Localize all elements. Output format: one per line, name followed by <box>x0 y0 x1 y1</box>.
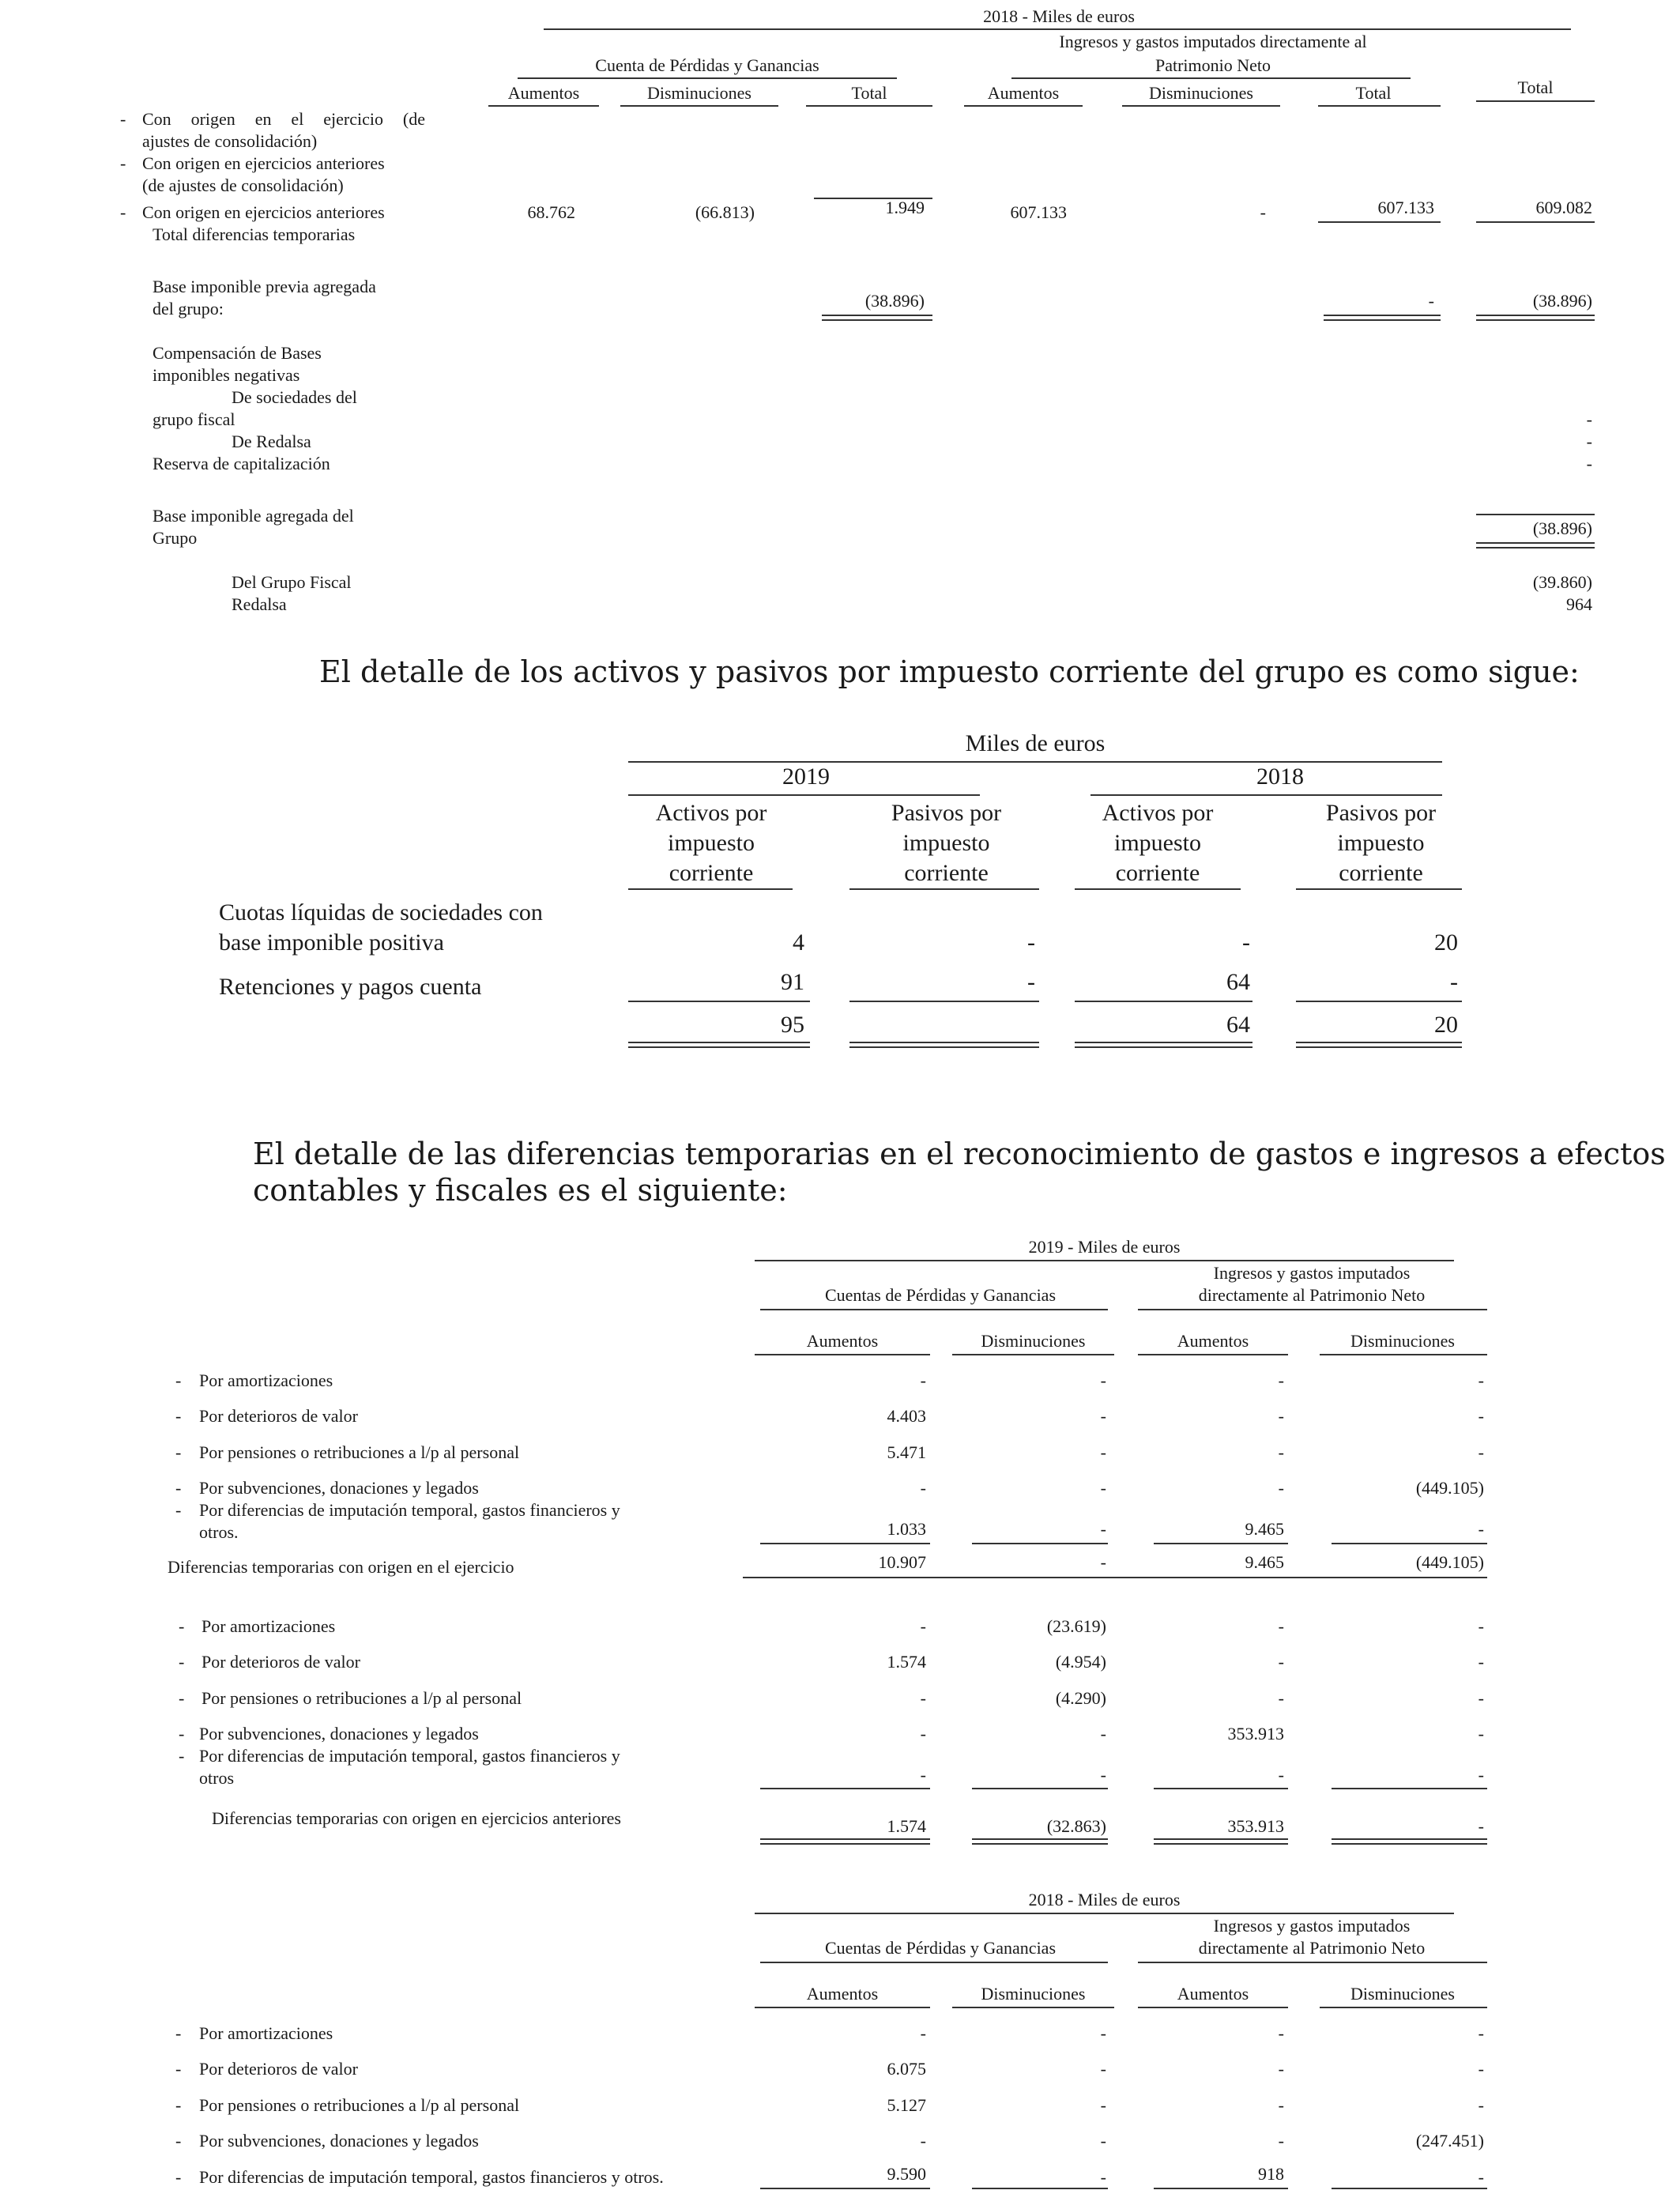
row-label: imponibles negativas <box>153 365 300 385</box>
rule <box>1138 2007 1288 2008</box>
value: 1.949 <box>885 198 925 217</box>
value: - <box>1278 1765 1284 1785</box>
rule <box>760 1962 1108 1963</box>
rule <box>1154 1788 1288 1789</box>
value: 9.465 <box>1245 1519 1284 1539</box>
value: - <box>1478 2095 1484 2115</box>
rule <box>1332 1788 1487 1789</box>
group-pn-2: Patrimonio Neto <box>1155 55 1271 75</box>
rule <box>760 1838 930 1845</box>
bullet: - <box>120 109 126 129</box>
rule <box>814 198 932 199</box>
rule <box>760 1788 930 1789</box>
row-label: Total diferencias temporarias <box>153 224 356 244</box>
row-label: Por pensiones o retribuciones a l/p al personal <box>199 2095 520 2115</box>
row-label: ajustes de consolidación) <box>142 131 318 151</box>
bullet: - <box>175 1370 182 1390</box>
value: - <box>920 1370 926 1390</box>
row-label: Cuotas líquidas de sociedades con <box>219 899 543 925</box>
row-label: Por deterioros de valor <box>199 2059 358 2079</box>
value: 4 <box>793 929 804 956</box>
row-label: Por diferencias de imputación temporal, gastos financieros y <box>199 1746 620 1766</box>
col-disminuciones: Disminuciones <box>981 1331 1086 1351</box>
col-activos: impuesto <box>668 830 755 856</box>
value: - <box>1100 2095 1106 2115</box>
value: - <box>920 1765 926 1785</box>
bullet: - <box>120 202 126 222</box>
value: - <box>920 1688 926 1708</box>
row-label: De sociedades del <box>232 387 357 407</box>
total: 20 <box>1434 1012 1458 1038</box>
value: - <box>1478 1442 1484 1462</box>
value: - <box>1478 2023 1484 2043</box>
value: - <box>920 1724 926 1744</box>
rule <box>972 1788 1108 1789</box>
value: 4.403 <box>887 1406 926 1426</box>
row-label: De Redalsa <box>232 432 311 451</box>
rule <box>806 105 932 107</box>
col-total: Total <box>851 83 887 103</box>
rule <box>620 105 778 107</box>
row-label: Por amortizaciones <box>199 2023 333 2043</box>
bullet: - <box>175 1500 182 1520</box>
rule <box>544 28 1571 30</box>
value: 1.574 <box>887 1816 926 1836</box>
col-aumentos: Aumentos <box>987 83 1060 103</box>
rule <box>755 1260 1454 1261</box>
bullet: - <box>175 2059 182 2079</box>
value: 91 <box>781 969 804 995</box>
value: - <box>1478 2167 1484 2187</box>
value: 353.913 <box>1227 1816 1284 1836</box>
rule <box>849 1001 1039 1002</box>
header: 2018 - Miles de euros <box>983 6 1135 26</box>
value: - <box>1100 1370 1106 1390</box>
rule <box>1090 794 1442 796</box>
row-label: Por amortizaciones <box>202 1616 336 1636</box>
col-activos: corriente <box>1115 860 1200 886</box>
row-label: Por diferencias de imputación temporal, gastos financieros y otros. <box>199 2167 664 2187</box>
value: 64 <box>1226 969 1250 995</box>
rule <box>1476 514 1595 515</box>
row-label: Redalsa <box>232 594 287 614</box>
value: - <box>1450 969 1458 995</box>
value: - <box>1278 1442 1284 1462</box>
rule <box>628 1001 810 1002</box>
value: - <box>920 1616 926 1636</box>
bullet: - <box>175 1442 182 1462</box>
rule <box>1122 105 1280 107</box>
value: (38.896) <box>1532 518 1592 538</box>
value: - <box>1100 2059 1106 2079</box>
rule <box>972 1543 1108 1544</box>
col-activos: impuesto <box>1114 830 1201 856</box>
group-pn-1: Ingresos y gastos imputados <box>1213 1916 1411 1936</box>
col-pasivos: impuesto <box>902 830 990 856</box>
value: - <box>1478 1519 1484 1539</box>
row-label: Con origen en el ejercicio (de <box>142 109 425 129</box>
bullet: - <box>175 2095 182 2115</box>
value: - <box>1278 1616 1284 1636</box>
value: - <box>1100 1442 1106 1462</box>
value: - <box>1586 454 1592 473</box>
row-label: Por diferencias de imputación temporal, gastos financieros y <box>199 1500 620 1520</box>
rule <box>972 2188 1108 2189</box>
group-pyg: Cuentas de Pérdidas y Ganancias <box>824 1285 1057 1305</box>
value: 6.075 <box>887 2059 926 2079</box>
value: 607.133 <box>1377 198 1434 217</box>
value: - <box>1478 2059 1484 2079</box>
col-aumentos: Aumentos <box>507 83 580 103</box>
rule <box>743 1577 1487 1578</box>
value: - <box>1100 2131 1106 2151</box>
row-label: otros <box>199 1768 234 1788</box>
col-pasivos: corriente <box>1339 860 1423 886</box>
value: - <box>1100 1406 1106 1426</box>
value: - <box>1100 1765 1106 1785</box>
rule <box>1324 315 1441 321</box>
row-label: Grupo <box>153 528 198 548</box>
value: - <box>1242 929 1250 956</box>
value: - <box>1478 1406 1484 1426</box>
total: 95 <box>781 1012 804 1038</box>
value: - <box>1478 1370 1484 1390</box>
value: 10.907 <box>878 1552 926 1572</box>
col-aumentos: Aumentos <box>1177 1984 1249 2004</box>
col-disminuciones: Disminuciones <box>1350 1984 1455 2004</box>
value: - <box>920 1478 926 1498</box>
value: - <box>1478 1652 1484 1672</box>
row-label: (de ajustes de consolidación) <box>142 175 344 195</box>
value: 68.762 <box>527 202 575 222</box>
header: 2019 - Miles de euros <box>1028 1237 1181 1257</box>
rule <box>1075 1001 1252 1002</box>
bullet: - <box>179 1688 185 1708</box>
value: 5.127 <box>887 2095 926 2115</box>
value: - <box>1278 1370 1284 1390</box>
bullet: - <box>120 153 126 173</box>
rule <box>488 105 599 107</box>
value: - <box>1100 1478 1106 1498</box>
col-total: Total <box>1355 83 1392 103</box>
row-label: Base imponible previa agregada <box>153 277 376 296</box>
value: (449.105) <box>1415 1478 1484 1498</box>
group-pyg: Cuenta de Pérdidas y Ganancias <box>595 55 819 75</box>
value: - <box>1260 202 1266 222</box>
col-aumentos: Aumentos <box>806 1984 879 2004</box>
rule <box>755 1354 930 1355</box>
rule <box>952 1354 1114 1355</box>
row-label: Del Grupo Fiscal <box>232 572 352 592</box>
row-label: Por subvenciones, donaciones y legados <box>199 1724 479 1744</box>
value: (32.863) <box>1046 1816 1106 1836</box>
rule <box>1296 1001 1462 1002</box>
rule <box>849 1042 1039 1048</box>
rule <box>1476 315 1595 321</box>
bullet: - <box>179 1616 185 1636</box>
rule <box>1318 105 1441 107</box>
value: - <box>1478 1616 1484 1636</box>
value: - <box>1586 432 1592 451</box>
rule <box>1075 888 1241 890</box>
value: - <box>1428 291 1434 311</box>
rule <box>822 315 932 321</box>
row-label: Por deterioros de valor <box>199 1406 358 1426</box>
value: (66.813) <box>695 202 755 222</box>
value: - <box>1586 409 1592 429</box>
paragraph: El detalle de las diferencias temporarias en el reconocimiento de gastos e ingresos a efectos <box>253 1137 1666 1171</box>
rule <box>964 105 1083 107</box>
row-label: del grupo: <box>153 299 224 319</box>
value: - <box>920 2131 926 2151</box>
value: 9.590 <box>887 2164 926 2184</box>
value: - <box>1278 1406 1284 1426</box>
rule <box>628 1042 810 1048</box>
rule <box>628 888 793 890</box>
value: (38.896) <box>864 291 925 311</box>
col-aumentos: Aumentos <box>1177 1331 1249 1351</box>
row-label: otros. <box>199 1522 239 1542</box>
col-pasivos: corriente <box>904 860 989 886</box>
group-pn-2: directamente al Patrimonio Neto <box>1198 1285 1426 1305</box>
rule <box>1332 1838 1487 1845</box>
rule <box>1154 1838 1288 1845</box>
header: Miles de euros <box>965 730 1106 756</box>
value: 1.574 <box>887 1652 926 1672</box>
rule <box>1320 1354 1487 1355</box>
rule <box>760 1543 930 1544</box>
bullet: - <box>179 1724 185 1744</box>
value: - <box>1478 1688 1484 1708</box>
rule <box>1138 1354 1288 1355</box>
value: - <box>1278 2023 1284 2043</box>
year-2018: 2018 <box>1256 763 1304 790</box>
row-label: Con origen en ejercicios anteriores <box>142 202 385 222</box>
subtotal-label: Diferencias temporarias con origen en ejercicios anteriores <box>212 1808 621 1828</box>
value: - <box>1278 2131 1284 2151</box>
value: - <box>1027 929 1035 956</box>
col-total: Total <box>1517 77 1554 97</box>
paragraph: contables y fiscales es el siguiente: <box>253 1173 788 1208</box>
row-label: Compensación de Bases <box>153 343 322 363</box>
value: 964 <box>1566 594 1592 614</box>
row-label: grupo fiscal <box>153 409 235 429</box>
value: - <box>1100 2167 1106 2187</box>
header: 2018 - Miles de euros <box>1028 1890 1181 1909</box>
bullet: - <box>175 2131 182 2151</box>
col-disminuciones: Disminuciones <box>647 83 751 103</box>
rule <box>1296 1042 1462 1048</box>
value: (38.896) <box>1532 291 1592 311</box>
rule <box>1154 2188 1288 2189</box>
rule <box>1320 2007 1487 2008</box>
rule <box>1138 1309 1487 1310</box>
rule <box>849 888 1039 890</box>
group-pn-2: directamente al Patrimonio Neto <box>1198 1938 1426 1958</box>
rule <box>755 2007 930 2008</box>
paragraph: El detalle de los activos y pasivos por impuesto corriente del grupo es como sigue: <box>319 654 1580 689</box>
col-activos: corriente <box>669 860 754 886</box>
value: - <box>1278 2059 1284 2079</box>
value: (39.860) <box>1532 572 1592 592</box>
row-label: Por amortizaciones <box>199 1370 333 1390</box>
bullet: - <box>175 2167 182 2187</box>
value: 609.082 <box>1535 198 1592 217</box>
total: 64 <box>1226 1012 1250 1038</box>
bullet: - <box>179 1652 185 1672</box>
value: - <box>1478 1816 1484 1836</box>
rule <box>760 1309 1108 1310</box>
col-pasivos: impuesto <box>1337 830 1425 856</box>
value: 918 <box>1258 2164 1284 2184</box>
col-disminuciones: Disminuciones <box>981 1984 1086 2004</box>
col-pasivos: Pasivos por <box>1325 800 1437 826</box>
row-label: Por pensiones o retribuciones a l/p al personal <box>202 1688 522 1708</box>
group-pyg: Cuentas de Pérdidas y Ganancias <box>824 1938 1057 1958</box>
row-label: Por subvenciones, donaciones y legados <box>199 1478 479 1498</box>
year-2019: 2019 <box>782 763 830 790</box>
row-label: Por deterioros de valor <box>202 1652 360 1672</box>
row-label: Base imponible agregada del <box>153 506 354 526</box>
value: - <box>1100 1552 1106 1572</box>
rule <box>1476 221 1595 223</box>
value: 20 <box>1434 929 1458 956</box>
subtotal-label: Diferencias temporarias con origen en el ejercicio <box>168 1557 514 1577</box>
value: 1.033 <box>887 1519 926 1539</box>
rule <box>1332 2188 1487 2189</box>
rule <box>1476 542 1595 548</box>
value: (449.105) <box>1415 1552 1484 1572</box>
rule <box>1476 100 1595 102</box>
value: 5.471 <box>887 1442 926 1462</box>
col-activos: Activos por <box>655 800 767 826</box>
rule <box>760 2188 930 2189</box>
value: - <box>1478 1724 1484 1744</box>
value: - <box>1278 1688 1284 1708</box>
bullet: - <box>175 2023 182 2043</box>
value: 353.913 <box>1227 1724 1284 1744</box>
col-pasivos: Pasivos por <box>891 800 1002 826</box>
value: - <box>1027 969 1035 995</box>
row-label: Reserva de capitalización <box>153 454 330 473</box>
value: (4.290) <box>1055 1688 1106 1708</box>
value: (247.451) <box>1415 2131 1484 2151</box>
row-label: Por subvenciones, donaciones y legados <box>199 2131 479 2151</box>
rule <box>1011 77 1411 79</box>
rule <box>1296 888 1462 890</box>
group-pn-1: Ingresos y gastos imputados <box>1213 1263 1411 1283</box>
rule <box>1138 1962 1487 1963</box>
value: - <box>1100 2023 1106 2043</box>
rule <box>1154 1543 1288 1544</box>
group-pn-1: Ingresos y gastos imputados directamente al <box>1059 32 1367 51</box>
bullet: - <box>179 1746 185 1766</box>
row-label: Con origen en ejercicios anteriores <box>142 153 385 173</box>
value: - <box>920 2023 926 2043</box>
rule <box>755 1913 1454 1914</box>
row-label: Retenciones y pagos cuenta <box>219 974 482 1000</box>
value: - <box>1278 2095 1284 2115</box>
bullet: - <box>175 1406 182 1426</box>
rule <box>972 1838 1108 1845</box>
rule <box>1075 1042 1252 1048</box>
row-label: Por pensiones o retribuciones a l/p al personal <box>199 1442 520 1462</box>
row-label: base imponible positiva <box>219 929 444 956</box>
col-aumentos: Aumentos <box>806 1331 879 1351</box>
value: 9.465 <box>1245 1552 1284 1572</box>
rule <box>1332 1543 1487 1544</box>
value: - <box>1478 1765 1484 1785</box>
value: - <box>1100 1519 1106 1539</box>
value: - <box>1278 1652 1284 1672</box>
value: - <box>1100 1724 1106 1744</box>
col-disminuciones: Disminuciones <box>1149 83 1253 103</box>
col-disminuciones: Disminuciones <box>1350 1331 1455 1351</box>
value: - <box>1278 1478 1284 1498</box>
rule <box>518 77 897 79</box>
value: (23.619) <box>1046 1616 1106 1636</box>
col-activos: Activos por <box>1102 800 1214 826</box>
rule <box>952 2007 1114 2008</box>
rule <box>1318 221 1441 223</box>
value: (4.954) <box>1055 1652 1106 1672</box>
value: 607.133 <box>1010 202 1067 222</box>
bullet: - <box>175 1478 182 1498</box>
rule <box>628 794 980 796</box>
